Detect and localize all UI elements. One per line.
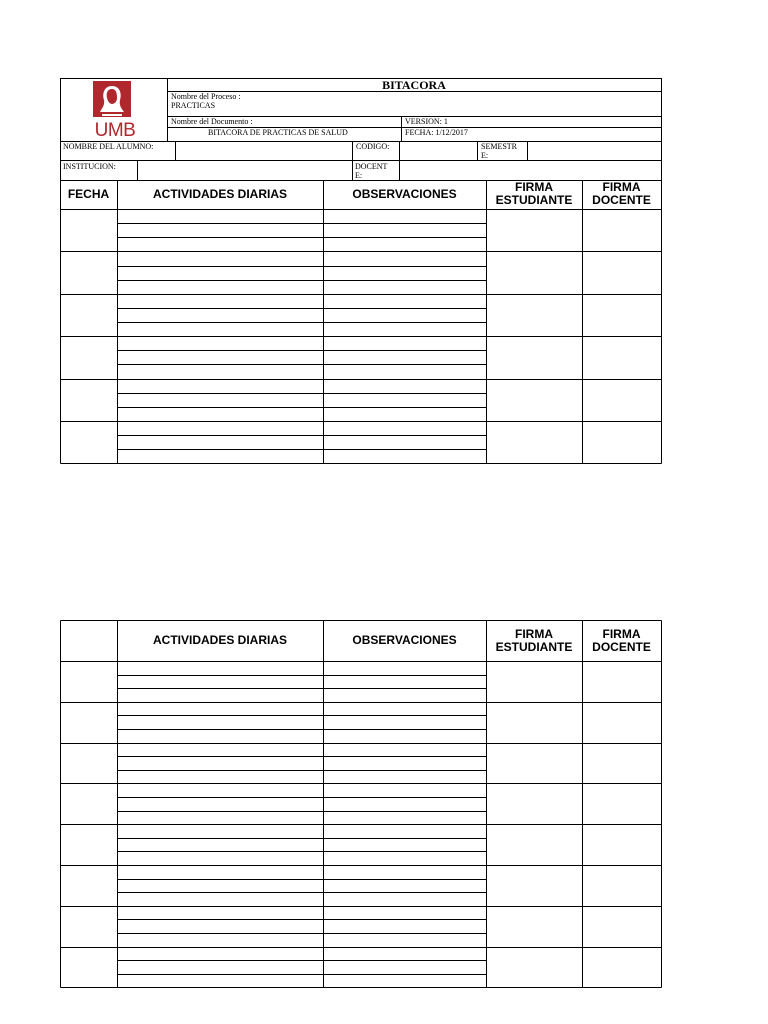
document-title: BITACORA <box>382 78 446 92</box>
document-header <box>0 0 768 181</box>
header-firma-docente: FIRMA DOCENTE <box>592 180 651 207</box>
teacher-label-line2: E: <box>355 171 363 180</box>
process-value: PRACTICAS <box>171 101 216 110</box>
semester-label-line1: SEMESTR <box>481 142 518 151</box>
log-table-1 <box>0 180 768 465</box>
code-label: CODIGO: <box>356 142 390 151</box>
log-table-2 <box>0 620 768 992</box>
student-name-label: NOMBRE DEL ALUMNO: <box>63 142 154 151</box>
table-1-grid <box>0 180 768 465</box>
process-label: Nombre del Proceso : <box>171 92 241 101</box>
date-text: FECHA: 1/12/2017 <box>405 128 468 137</box>
version-text: VERSION: 1 <box>405 117 448 126</box>
header-fecha: FECHA <box>67 186 110 201</box>
header-firma-estudiante-2: FIRMA ESTUDIANTE <box>495 626 573 654</box>
header-observaciones-2: OBSERVACIONES <box>352 633 457 647</box>
document-label: Nombre del Documento : <box>171 117 253 126</box>
header-firma-estudiante: FIRMA ESTUDIANTE <box>495 180 573 207</box>
header-grid <box>0 0 768 181</box>
logo-text: UMB <box>94 120 136 141</box>
table-2-grid <box>0 620 768 992</box>
header-actividades-2: ACTIVIDADES DIARIAS <box>152 633 287 647</box>
semester-label-line2: E: <box>481 151 489 160</box>
header-firma-docente-2: FIRMA DOCENTE <box>592 626 651 654</box>
teacher-label-line1: DOCENT <box>355 162 388 171</box>
institution-label: INSTITUCION: <box>63 162 116 171</box>
header-actividades: ACTIVIDADES DIARIAS <box>152 186 287 201</box>
header-observaciones: OBSERVACIONES <box>352 186 457 201</box>
document-value: BITACORA DE PRACTICAS DE SALUD <box>208 128 348 137</box>
